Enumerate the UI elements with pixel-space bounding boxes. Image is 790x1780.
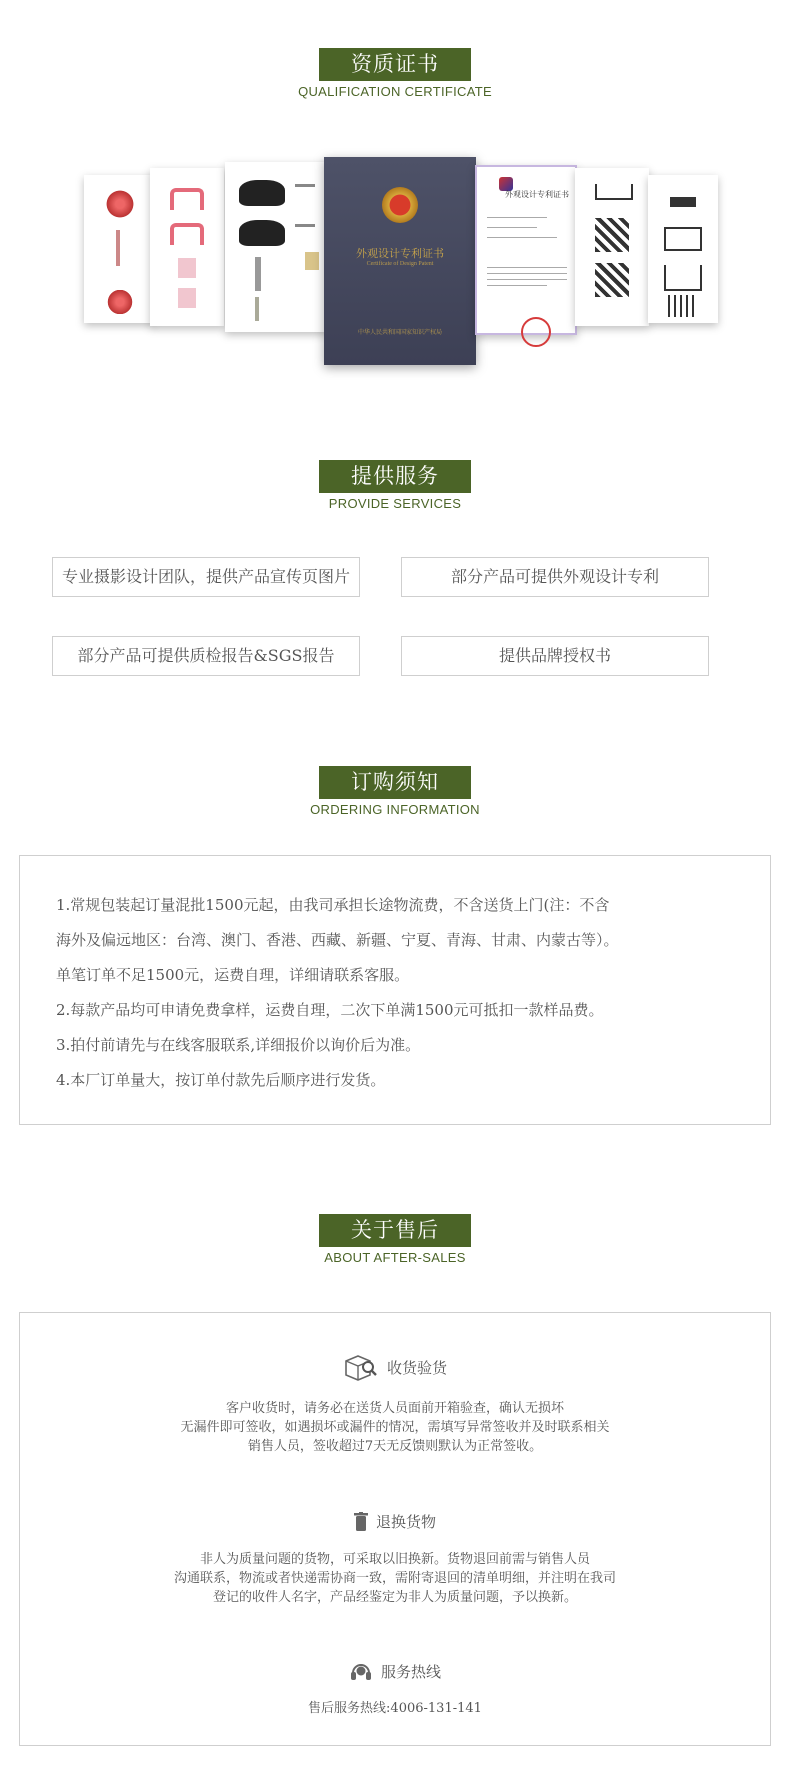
section-subtitle: QUALIFICATION CERTIFICATE — [298, 84, 492, 99]
ordering-line: 3.拍付前请先与在线客服联系,详细报价以询价后为准。 — [56, 1036, 421, 1054]
trash-icon — [354, 1512, 368, 1532]
certificate-title: 外观设计专利证书 — [505, 190, 569, 199]
block-title: 退换货物 — [375, 1513, 436, 1531]
section-subtitle: ORDERING INFORMATION — [310, 802, 480, 817]
certificate-image — [84, 175, 154, 323]
services-header — [0, 460, 790, 511]
ordering-info-box — [19, 855, 771, 1125]
service-item: 部分产品可提供质检报告&SGS报告 — [52, 636, 360, 676]
section-title: 订购须知 — [319, 766, 471, 799]
ordering-line: 单笔订单不足1500元，运费自理，详细请联系客服。 — [56, 966, 410, 984]
ordering-info-text — [56, 888, 736, 1098]
cover-subtitle: Certificate of Design Patent — [366, 261, 434, 267]
service-hotline-block — [20, 1659, 770, 1718]
certificate-image — [575, 168, 649, 326]
block-title: 收货验货 — [386, 1358, 447, 1377]
aftersales-header — [0, 1214, 790, 1265]
certificate-image — [225, 162, 327, 332]
certificate-gallery — [0, 150, 790, 380]
block-body: 非人为质量问题的货物，可采取以旧换新。货物退回前需与销售人员 沟通联系，物流或者快递需协商一致，需附寄退回的清单明细，并注明在我司 登记的收件人名字，产品经鉴定为非人为质量问题，予以换新。 — [173, 1551, 616, 1605]
seal-stamp — [521, 317, 551, 347]
headset-icon — [349, 1659, 373, 1683]
section-subtitle: ABOUT AFTER-SALES — [324, 1250, 466, 1265]
ordering-line: 海外及偏远地区：台湾、澳门、香港、西藏、新疆、宁夏、青海、甘肃、内蒙古等）。 — [56, 931, 619, 949]
certificate-image — [648, 175, 718, 323]
ordering-header — [0, 766, 790, 817]
service-item: 专业摄影设计团队，提供产品宣传页图片 — [52, 557, 360, 597]
section-subtitle: PROVIDE SERVICES — [328, 496, 462, 511]
patent-certificate-page — [475, 165, 577, 335]
aftersales-box — [19, 1312, 771, 1746]
service-item: 部分产品可提供外观设计专利 — [401, 557, 709, 597]
section-title: 提供服务 — [319, 460, 471, 493]
block-title: 服务热线 — [380, 1662, 441, 1681]
ordering-line: 4.本厂订单量大，按订单付款先后顺序进行发货。 — [56, 1071, 386, 1089]
ordering-line: 1.常规包装起订量混批1500元起，由我司承担长途物流费，不含送货上门(注：不含 — [56, 896, 610, 914]
ordering-line: 2.每款产品均可申请免费拿样，运费自理，二次下单满1500元可抵扣一款样品费。 — [56, 1001, 604, 1019]
certificate-image — [150, 168, 224, 326]
qualification-header — [0, 48, 790, 99]
box-search-icon — [343, 1353, 379, 1381]
cover-title: 外观设计专利证书 — [356, 247, 444, 260]
block-body: 客户收货时，请务必在送货人员面前开箱验查，确认无损坏 无漏件即可签收，如遇损坏或漏件的情况，需填写异常签收并及时联系相关 销售人员，签收超过7天无反馈则默认为正常签收。 — [180, 1401, 610, 1454]
service-item: 提供品牌授权书 — [401, 636, 709, 676]
patent-certificate-cover — [324, 157, 476, 365]
section-title: 资质证书 — [319, 48, 471, 81]
cover-footer: 中华人民共和国国家知识产权局 — [357, 329, 442, 336]
section-title: 关于售后 — [319, 1214, 471, 1247]
national-emblem-icon — [382, 187, 418, 223]
hotline-text: 售后服务热线:4006-131-141 — [308, 1701, 482, 1716]
receiving-inspection-block — [20, 1353, 770, 1456]
return-exchange-block — [20, 1511, 770, 1607]
